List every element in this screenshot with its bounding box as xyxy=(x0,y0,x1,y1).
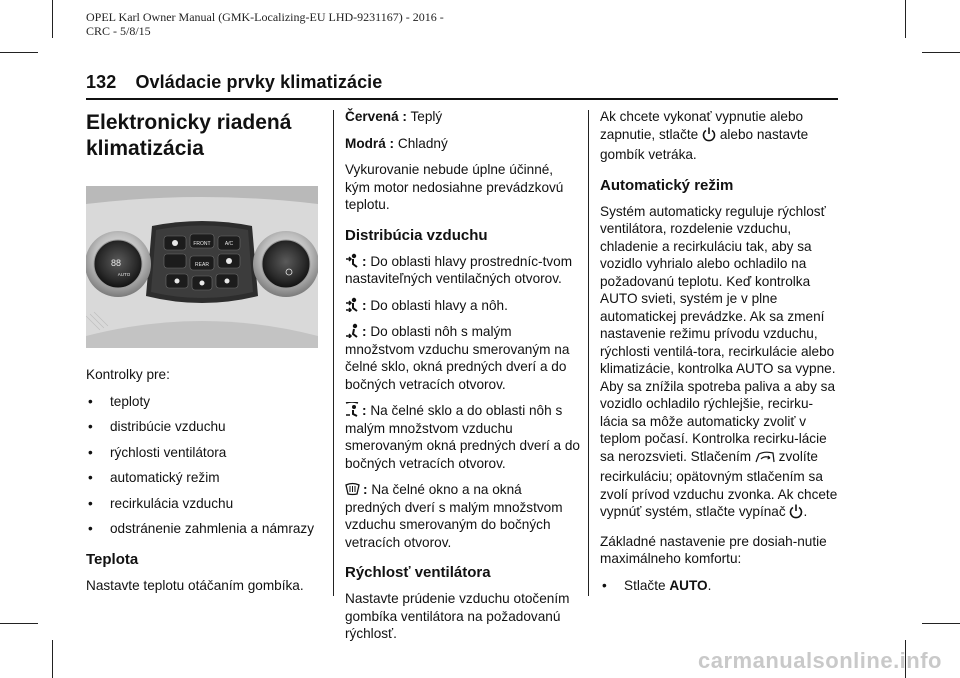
list-item: • distribúcie vzduchu xyxy=(86,418,322,436)
fan-heading: Rýchlosť ventilátora xyxy=(345,564,491,581)
teplota-text: Nastavte teplotu otáčaním gombíka. xyxy=(86,577,304,593)
power-icon xyxy=(789,504,803,524)
crop-mark xyxy=(905,0,906,38)
airflow-head-icon xyxy=(345,253,359,268)
distribution-item: : Do oblasti nôh s malým množstvom vzduchu smerovaným na čelné sklo, okná predných dverí a do bočných vetracích otvorov. xyxy=(345,324,570,392)
airflow-head-feet-icon xyxy=(345,297,359,312)
teplota-heading: Teplota xyxy=(86,550,139,568)
page-header xyxy=(86,72,382,93)
column-divider xyxy=(588,110,589,596)
distribution-item: : Na čelné okno a na okná predných dverí s malým množstvom vzduchu smerovaným do bočných vetracích otvorov. xyxy=(345,482,563,550)
defrost-icon xyxy=(345,481,360,496)
crop-mark xyxy=(922,623,960,624)
off-paragraph: Ak chcete vykonať vypnutie alebo zapnutie, stlačte alebo nastavte gombík vetráka. xyxy=(600,109,809,162)
indicator-list xyxy=(86,393,322,538)
crop-mark xyxy=(52,640,53,678)
distribution-item: : Do oblasti hlavy a nôh. xyxy=(345,297,581,315)
column-2 xyxy=(345,108,581,652)
photo-label-dial: 88 xyxy=(110,258,122,268)
list-item: • recirkulácia vzduchu xyxy=(86,495,322,513)
blue-line xyxy=(345,135,581,153)
climate-panel-illustration xyxy=(86,186,318,348)
column-1 xyxy=(86,110,322,162)
column-3 xyxy=(600,108,840,602)
list-item: • rýchlosti ventilátora xyxy=(86,444,322,462)
header-rule xyxy=(86,98,838,100)
default-paragraph: Základné nastavenie pre dosiah-nutie maximálneho komfortu: xyxy=(600,533,827,566)
crop-mark xyxy=(0,52,38,53)
recirculation-icon xyxy=(755,450,775,469)
red-label: Červená : xyxy=(345,109,407,124)
crop-mark xyxy=(922,52,960,53)
red-line xyxy=(345,108,581,126)
blue-label: Modrá : xyxy=(345,135,395,151)
column-divider xyxy=(333,110,334,596)
page-title: Ovládacie prvky klimatizácie xyxy=(135,72,383,92)
list-item: • Stlačte AUTO. xyxy=(600,577,840,595)
crop-mark xyxy=(0,623,38,624)
distribution-heading: Distribúcia vzduchu xyxy=(345,226,488,244)
list-item: • odstránenie zahmlenia a námrazy xyxy=(86,520,322,538)
section-heading: Elektronicky riadená klimatizácia xyxy=(86,111,292,160)
photo-label-rear: REAR xyxy=(195,262,209,268)
distribution-item: : Na čelné sklo a do oblasti nôh s malým množstvom vzduchu smerovaným okná predných dverí a do bočných vetracích otvorov. xyxy=(345,403,580,471)
meta-line-2: CRC - 5/8/15 xyxy=(86,24,151,38)
red-text: Teplý xyxy=(410,109,443,124)
climate-control-photo xyxy=(86,186,318,348)
power-icon xyxy=(702,127,716,147)
warmup-text: Vykurovanie nebude úplne účinné, kým motor nedosiahne prevádzkovú teplotu. xyxy=(345,162,564,212)
airflow-feet-icon xyxy=(345,323,359,338)
meta-line-1: OPEL Karl Owner Manual (GMK-Localizing-EU LHD-9231167) - 2016 - xyxy=(86,10,444,24)
column-1-lower xyxy=(86,366,322,603)
document-meta xyxy=(86,10,506,38)
photo-label-front: FRONT xyxy=(193,241,211,247)
watermark-logo: carmanualsonline.info xyxy=(698,648,942,673)
photo-label-auto: AUTO xyxy=(117,272,131,277)
crop-mark xyxy=(52,0,53,38)
auto-heading: Automatický režim xyxy=(600,176,734,194)
default-list xyxy=(600,577,840,595)
page-number: 132 xyxy=(86,72,117,92)
list-item: • automatický režim xyxy=(86,469,322,487)
blue-text: Chladný xyxy=(397,135,448,151)
distribution-item: : Do oblasti hlavy prostredníc-tvom nastaviteľných ventilačných otvorov. xyxy=(345,253,573,286)
fan-text: Nastavte prúdenie vzduchu otočením gombíka ventilátora na požadovanú rýchlosť. xyxy=(345,591,570,641)
indicator-intro: Kontrolky pre: xyxy=(86,367,170,382)
list-item: • teploty xyxy=(86,393,322,411)
airflow-windshield-feet-icon xyxy=(345,402,359,417)
photo-label-ac: A/C xyxy=(224,241,234,247)
auto-paragraph: Systém automaticky reguluje rýchlosť ventilátora, rozdelenie vzduchu, chladenie a recirkuláciu tak, aby sa vozidlo vyhrialo alebo ochladilo na požadovanú teplotu. Keď kontrolka AUTO svieti, systém je v plne automatickej prevádzke. Ak sa zmení nastavenie režimu prívodu vzduchu, rýchlosti ventilá-tora, recirkulácie alebo klimatizácie, kontrolka AUTO sa vypne. Aby sa znížila spotreba paliva a aby sa vozidlo ochladilo rýchlejšie, recirku-lácia sa môže automaticky zvoliť v teplom počasí. Kontrolka recirku-lácie sa nerozsvieti. Stlačením zvolíte recirkuláciu; opätovným stlačením sa zvolí prívod vzduchu zvonka. Ak chcete vypnúť systém, stlačte vypínač . xyxy=(600,203,840,524)
